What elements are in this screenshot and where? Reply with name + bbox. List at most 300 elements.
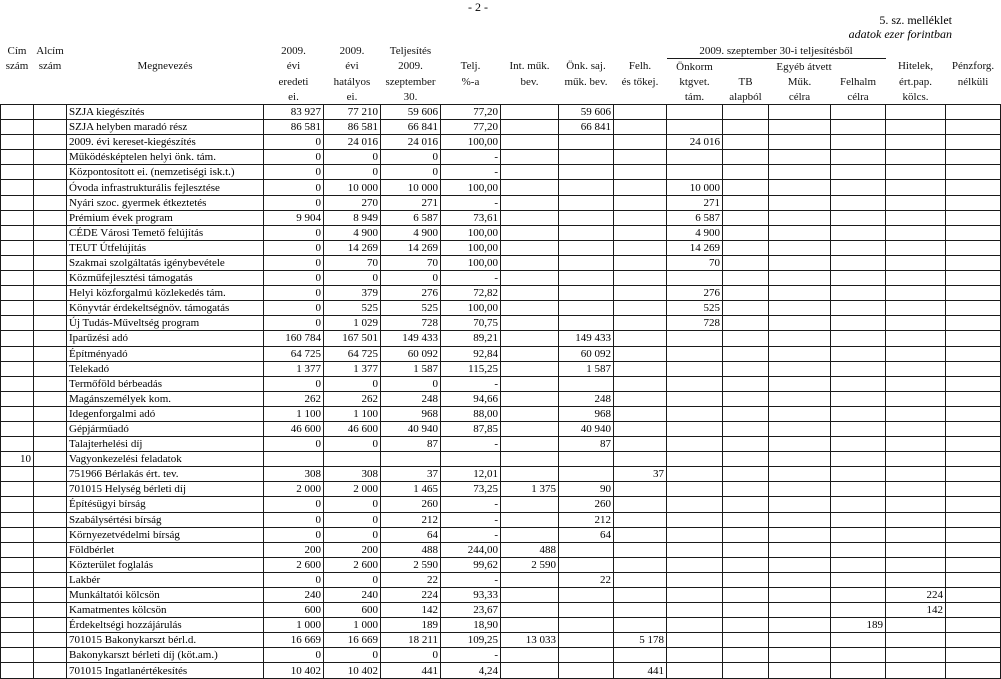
cell-felhalm xyxy=(831,105,886,120)
cell-alcim xyxy=(34,603,67,618)
cell-pct: 100,00 xyxy=(441,255,501,270)
cell-tb xyxy=(723,135,769,150)
cell-penz xyxy=(946,542,1001,557)
cell-pct: 115,25 xyxy=(441,361,501,376)
cell-felh xyxy=(614,271,667,286)
cell-muk xyxy=(769,421,831,436)
cell-penz xyxy=(946,180,1001,195)
cell-name: 751966 Bérlakás ért. tev. xyxy=(67,467,264,482)
cell-felhalm xyxy=(831,301,886,316)
cell-onk xyxy=(559,648,614,663)
cell-hitel xyxy=(886,240,946,255)
cell-tb xyxy=(723,467,769,482)
cell-cim xyxy=(1,105,34,120)
cell-onk: 248 xyxy=(559,391,614,406)
cell-name: Lakbér xyxy=(67,572,264,587)
cell-onk xyxy=(559,135,614,150)
cell-int xyxy=(501,271,559,286)
cell-felhalm xyxy=(831,165,886,180)
cell-telj: 0 xyxy=(381,376,441,391)
cell-name: CÉDE Városi Temető felújítás xyxy=(67,225,264,240)
cell-tb xyxy=(723,391,769,406)
cell-telj: 87 xyxy=(381,437,441,452)
cell-onk xyxy=(559,467,614,482)
cell-muk xyxy=(769,286,831,301)
cell-felh xyxy=(614,120,667,135)
cell-felhalm xyxy=(831,663,886,678)
cell-tb xyxy=(723,240,769,255)
cell-felh xyxy=(614,603,667,618)
header-tb: TB xyxy=(738,75,753,88)
cell-penz xyxy=(946,618,1001,633)
cell-hatalyos: 8 949 xyxy=(324,210,381,225)
table-row xyxy=(1,361,1001,376)
cell-cim xyxy=(1,165,34,180)
cell-hitel xyxy=(886,497,946,512)
cell-penz xyxy=(946,361,1001,376)
cell-tb xyxy=(723,301,769,316)
cell-tb xyxy=(723,421,769,436)
cell-pct: 100,00 xyxy=(441,135,501,150)
cell-pct: 94,66 xyxy=(441,391,501,406)
cell-tb xyxy=(723,542,769,557)
cell-tb xyxy=(723,255,769,270)
cell-onkorm xyxy=(667,572,723,587)
table-row xyxy=(1,588,1001,603)
cell-felhalm xyxy=(831,512,886,527)
table-row xyxy=(1,557,1001,572)
cell-felh xyxy=(614,195,667,210)
cell-cim xyxy=(1,663,34,678)
cell-hatalyos: 0 xyxy=(324,165,381,180)
cell-onkorm xyxy=(667,346,723,361)
cell-felh xyxy=(614,225,667,240)
cell-hatalyos xyxy=(324,452,381,467)
cell-felhalm xyxy=(831,316,886,331)
header-hitelek: Hitelek, xyxy=(897,60,934,73)
cell-hatalyos: 240 xyxy=(324,588,381,603)
cell-pct: 100,00 xyxy=(441,301,501,316)
cell-felhalm xyxy=(831,180,886,195)
table-row xyxy=(1,467,1001,482)
cell-pct: 77,20 xyxy=(441,105,501,120)
cell-eredeti: 1 377 xyxy=(264,361,324,376)
table-row xyxy=(1,271,1001,286)
cell-felhalm xyxy=(831,150,886,165)
cell-penz xyxy=(946,437,1001,452)
cell-name: Működésképtelen helyi önk. tám. xyxy=(67,150,264,165)
cell-pct: 100,00 xyxy=(441,180,501,195)
cell-muk xyxy=(769,150,831,165)
cell-eredeti: 2 600 xyxy=(264,557,324,572)
cell-felh xyxy=(614,316,667,331)
cell-eredeti: 0 xyxy=(264,195,324,210)
cell-muk xyxy=(769,663,831,678)
cell-telj: 271 xyxy=(381,195,441,210)
cell-hatalyos: 86 581 xyxy=(324,120,381,135)
header-megnevezes: Megnevezés xyxy=(137,60,193,73)
cell-pct: - xyxy=(441,150,501,165)
cell-pct: - xyxy=(441,195,501,210)
cell-muk xyxy=(769,406,831,421)
cell-onkorm xyxy=(667,588,723,603)
cell-onkorm: 276 xyxy=(667,286,723,301)
cell-onkorm xyxy=(667,165,723,180)
cell-pct: 93,33 xyxy=(441,588,501,603)
cell-telj: 70 xyxy=(381,255,441,270)
cell-alcim xyxy=(34,105,67,120)
cell-int xyxy=(501,618,559,633)
cell-hatalyos: 16 669 xyxy=(324,633,381,648)
cell-onk xyxy=(559,225,614,240)
cell-hatalyos: 10 000 xyxy=(324,180,381,195)
cell-name: Prémium évek program xyxy=(67,210,264,225)
cell-alcim xyxy=(34,663,67,678)
cell-cim xyxy=(1,195,34,210)
cell-penz xyxy=(946,286,1001,301)
cell-felhalm xyxy=(831,527,886,542)
cell-felhalm xyxy=(831,120,886,135)
cell-int xyxy=(501,210,559,225)
cell-telj: 4 900 xyxy=(381,225,441,240)
cell-hitel xyxy=(886,618,946,633)
cell-cim xyxy=(1,406,34,421)
table-row xyxy=(1,240,1001,255)
cell-hatalyos: 64 725 xyxy=(324,346,381,361)
cell-penz xyxy=(946,572,1001,587)
cell-tb xyxy=(723,648,769,663)
cell-hatalyos: 200 xyxy=(324,542,381,557)
cell-alcim xyxy=(34,255,67,270)
cell-cim xyxy=(1,180,34,195)
table-row xyxy=(1,286,1001,301)
cell-alcim xyxy=(34,210,67,225)
cell-felhalm xyxy=(831,557,886,572)
cell-tb xyxy=(723,618,769,633)
cell-onkorm xyxy=(667,542,723,557)
cell-onkorm xyxy=(667,452,723,467)
cell-tb xyxy=(723,406,769,421)
cell-alcim xyxy=(34,376,67,391)
cell-pct: - xyxy=(441,271,501,286)
cell-hitel xyxy=(886,376,946,391)
table-row xyxy=(1,572,1001,587)
cell-alcim xyxy=(34,331,67,346)
annex-unit: adatok ezer forintban xyxy=(848,27,952,41)
cell-telj: 276 xyxy=(381,286,441,301)
cell-hitel xyxy=(886,165,946,180)
cell-onk: 64 xyxy=(559,527,614,542)
cell-tb xyxy=(723,633,769,648)
cell-alcim xyxy=(34,271,67,286)
cell-tb xyxy=(723,527,769,542)
cell-alcim xyxy=(34,406,67,421)
cell-telj: 2 590 xyxy=(381,557,441,572)
cell-eredeti: 16 669 xyxy=(264,633,324,648)
cell-felhalm xyxy=(831,482,886,497)
cell-cim xyxy=(1,225,34,240)
cell-muk xyxy=(769,120,831,135)
cell-int xyxy=(501,331,559,346)
cell-penz xyxy=(946,316,1001,331)
cell-hitel: 224 xyxy=(886,588,946,603)
cell-alcim xyxy=(34,482,67,497)
header-felh: Felh. xyxy=(628,60,652,73)
header-cim: Cím xyxy=(7,44,27,57)
table-row xyxy=(1,195,1001,210)
table-row xyxy=(1,437,1001,452)
cell-int xyxy=(501,240,559,255)
cell-eredeti xyxy=(264,452,324,467)
cell-alcim xyxy=(34,497,67,512)
cell-pct xyxy=(441,452,501,467)
cell-hitel xyxy=(886,391,946,406)
cell-penz xyxy=(946,165,1001,180)
header-penzforg: Pénzforg. xyxy=(951,60,995,73)
cell-hatalyos: 0 xyxy=(324,497,381,512)
cell-int xyxy=(501,255,559,270)
header-alcim: Alcím xyxy=(36,44,64,57)
cell-int xyxy=(501,421,559,436)
cell-int xyxy=(501,648,559,663)
cell-pct: 100,00 xyxy=(441,225,501,240)
cell-felhalm xyxy=(831,421,886,436)
cell-pct: 73,25 xyxy=(441,482,501,497)
cell-int xyxy=(501,572,559,587)
cell-onkorm xyxy=(667,120,723,135)
table-row xyxy=(1,663,1001,678)
cell-cim xyxy=(1,467,34,482)
cell-telj: 6 587 xyxy=(381,210,441,225)
cell-eredeti: 262 xyxy=(264,391,324,406)
cell-tb xyxy=(723,346,769,361)
cell-muk xyxy=(769,195,831,210)
cell-onkorm xyxy=(667,376,723,391)
cell-cim xyxy=(1,316,34,331)
cell-cim xyxy=(1,572,34,587)
cell-hitel xyxy=(886,437,946,452)
cell-int xyxy=(501,406,559,421)
cell-eredeti: 0 xyxy=(264,301,324,316)
header-eredeti: 2009. xyxy=(281,44,306,57)
cell-onk: 22 xyxy=(559,572,614,587)
cell-felh xyxy=(614,421,667,436)
cell-cim: 10 xyxy=(1,452,34,467)
cell-muk xyxy=(769,210,831,225)
cell-felhalm xyxy=(831,391,886,406)
cell-eredeti: 0 xyxy=(264,135,324,150)
cell-onk xyxy=(559,301,614,316)
cell-name: Iparűzési adó xyxy=(67,331,264,346)
cell-alcim xyxy=(34,195,67,210)
cell-felh xyxy=(614,135,667,150)
cell-onkorm xyxy=(667,648,723,663)
cell-onk: 66 841 xyxy=(559,120,614,135)
cell-felhalm xyxy=(831,195,886,210)
cell-eredeti: 0 xyxy=(264,497,324,512)
cell-alcim xyxy=(34,361,67,376)
cell-name: Központosított ei. (nemzetiségi isk.t.) xyxy=(67,165,264,180)
cell-pct: - xyxy=(441,572,501,587)
cell-penz xyxy=(946,527,1001,542)
cell-onk: 149 433 xyxy=(559,331,614,346)
cell-int: 13 033 xyxy=(501,633,559,648)
cell-int xyxy=(501,467,559,482)
cell-telj: 248 xyxy=(381,391,441,406)
table-row xyxy=(1,406,1001,421)
cell-muk xyxy=(769,588,831,603)
cell-felh xyxy=(614,255,667,270)
table-row xyxy=(1,316,1001,331)
header-hatalyos: 2009. xyxy=(339,44,365,57)
cell-pct: 77,20 xyxy=(441,120,501,135)
cell-telj: 40 940 xyxy=(381,421,441,436)
cell-pct: 99,62 xyxy=(441,557,501,572)
cell-felh xyxy=(614,527,667,542)
cell-telj: 66 841 xyxy=(381,120,441,135)
cell-onkorm xyxy=(667,663,723,678)
cell-telj: 18 211 xyxy=(381,633,441,648)
cell-hitel xyxy=(886,255,946,270)
cell-onk: 40 940 xyxy=(559,421,614,436)
header-teljesites: Teljesítés xyxy=(389,44,432,57)
cell-alcim xyxy=(34,542,67,557)
cell-telj: 37 xyxy=(381,467,441,482)
cell-eredeti: 200 xyxy=(264,542,324,557)
cell-onk: 1 587 xyxy=(559,361,614,376)
table-row xyxy=(1,225,1001,240)
cell-hatalyos: 379 xyxy=(324,286,381,301)
cell-penz xyxy=(946,482,1001,497)
cell-cim xyxy=(1,603,34,618)
cell-onk xyxy=(559,165,614,180)
cell-penz xyxy=(946,512,1001,527)
cell-muk xyxy=(769,467,831,482)
cell-alcim xyxy=(34,391,67,406)
cell-hatalyos: 0 xyxy=(324,572,381,587)
table-row xyxy=(1,120,1001,135)
cell-int xyxy=(501,663,559,678)
cell-onkorm: 70 xyxy=(667,255,723,270)
cell-hitel xyxy=(886,482,946,497)
cell-hatalyos: 0 xyxy=(324,271,381,286)
cell-felhalm xyxy=(831,588,886,603)
cell-onk xyxy=(559,195,614,210)
cell-felhalm xyxy=(831,572,886,587)
cell-eredeti: 9 904 xyxy=(264,210,324,225)
cell-onk xyxy=(559,542,614,557)
cell-int xyxy=(501,603,559,618)
cell-alcim xyxy=(34,316,67,331)
cell-muk xyxy=(769,316,831,331)
cell-telj: 1 465 xyxy=(381,482,441,497)
cell-penz xyxy=(946,588,1001,603)
cell-name: Könyvtár érdekeltségnöv. támogatás xyxy=(67,301,264,316)
cell-pct: 12,01 xyxy=(441,467,501,482)
cell-felh xyxy=(614,482,667,497)
cell-hitel xyxy=(886,150,946,165)
cell-name: Új Tudás-Műveltség program xyxy=(67,316,264,331)
cell-penz xyxy=(946,497,1001,512)
table-row xyxy=(1,376,1001,391)
cell-cim xyxy=(1,271,34,286)
table-body xyxy=(1,105,1001,679)
cell-tb xyxy=(723,361,769,376)
cell-telj: 0 xyxy=(381,648,441,663)
table-row xyxy=(1,648,1001,663)
cell-cim xyxy=(1,437,34,452)
cell-hitel xyxy=(886,663,946,678)
cell-eredeti: 0 xyxy=(264,150,324,165)
cell-tb xyxy=(723,120,769,135)
cell-cim xyxy=(1,482,34,497)
cell-alcim xyxy=(34,437,67,452)
cell-penz xyxy=(946,255,1001,270)
cell-muk xyxy=(769,557,831,572)
cell-eredeti: 0 xyxy=(264,527,324,542)
cell-muk xyxy=(769,165,831,180)
cell-onk: 212 xyxy=(559,512,614,527)
cell-int: 2 590 xyxy=(501,557,559,572)
cell-felhalm xyxy=(831,376,886,391)
cell-hatalyos: 600 xyxy=(324,603,381,618)
cell-muk xyxy=(769,346,831,361)
revenue-table xyxy=(0,43,1001,679)
cell-hatalyos: 0 xyxy=(324,512,381,527)
cell-eredeti: 0 xyxy=(264,512,324,527)
table-row xyxy=(1,452,1001,467)
cell-hitel xyxy=(886,421,946,436)
cell-onkorm xyxy=(667,512,723,527)
cell-felh: 5 178 xyxy=(614,633,667,648)
cell-onkorm xyxy=(667,105,723,120)
cell-eredeti: 2 000 xyxy=(264,482,324,497)
cell-pct: 73,61 xyxy=(441,210,501,225)
cell-pct: - xyxy=(441,648,501,663)
cell-int xyxy=(501,150,559,165)
cell-felhalm xyxy=(831,452,886,467)
cell-hitel xyxy=(886,105,946,120)
cell-penz xyxy=(946,105,1001,120)
cell-hatalyos: 0 xyxy=(324,648,381,663)
cell-pct: - xyxy=(441,165,501,180)
cell-felhalm xyxy=(831,255,886,270)
cell-tb xyxy=(723,195,769,210)
cell-eredeti: 10 402 xyxy=(264,663,324,678)
cell-hitel xyxy=(886,648,946,663)
cell-telj: 224 xyxy=(381,588,441,603)
cell-cim xyxy=(1,240,34,255)
cell-onk: 968 xyxy=(559,406,614,421)
cell-telj: 968 xyxy=(381,406,441,421)
cell-telj: 441 xyxy=(381,663,441,678)
cell-onkorm xyxy=(667,467,723,482)
cell-name: Építésügyi bírság xyxy=(67,497,264,512)
cell-hitel xyxy=(886,210,946,225)
header-onk-saj: Önk. saj. xyxy=(566,60,606,73)
header-int-muk: Int. műk. xyxy=(509,60,550,73)
cell-tb xyxy=(723,286,769,301)
cell-int xyxy=(501,180,559,195)
cell-eredeti: 240 xyxy=(264,588,324,603)
cell-name: Építményadó xyxy=(67,346,264,361)
cell-cim xyxy=(1,210,34,225)
cell-alcim xyxy=(34,286,67,301)
cell-onkorm: 24 016 xyxy=(667,135,723,150)
cell-felhalm xyxy=(831,648,886,663)
cell-penz xyxy=(946,421,1001,436)
cell-pct: 244,00 xyxy=(441,542,501,557)
